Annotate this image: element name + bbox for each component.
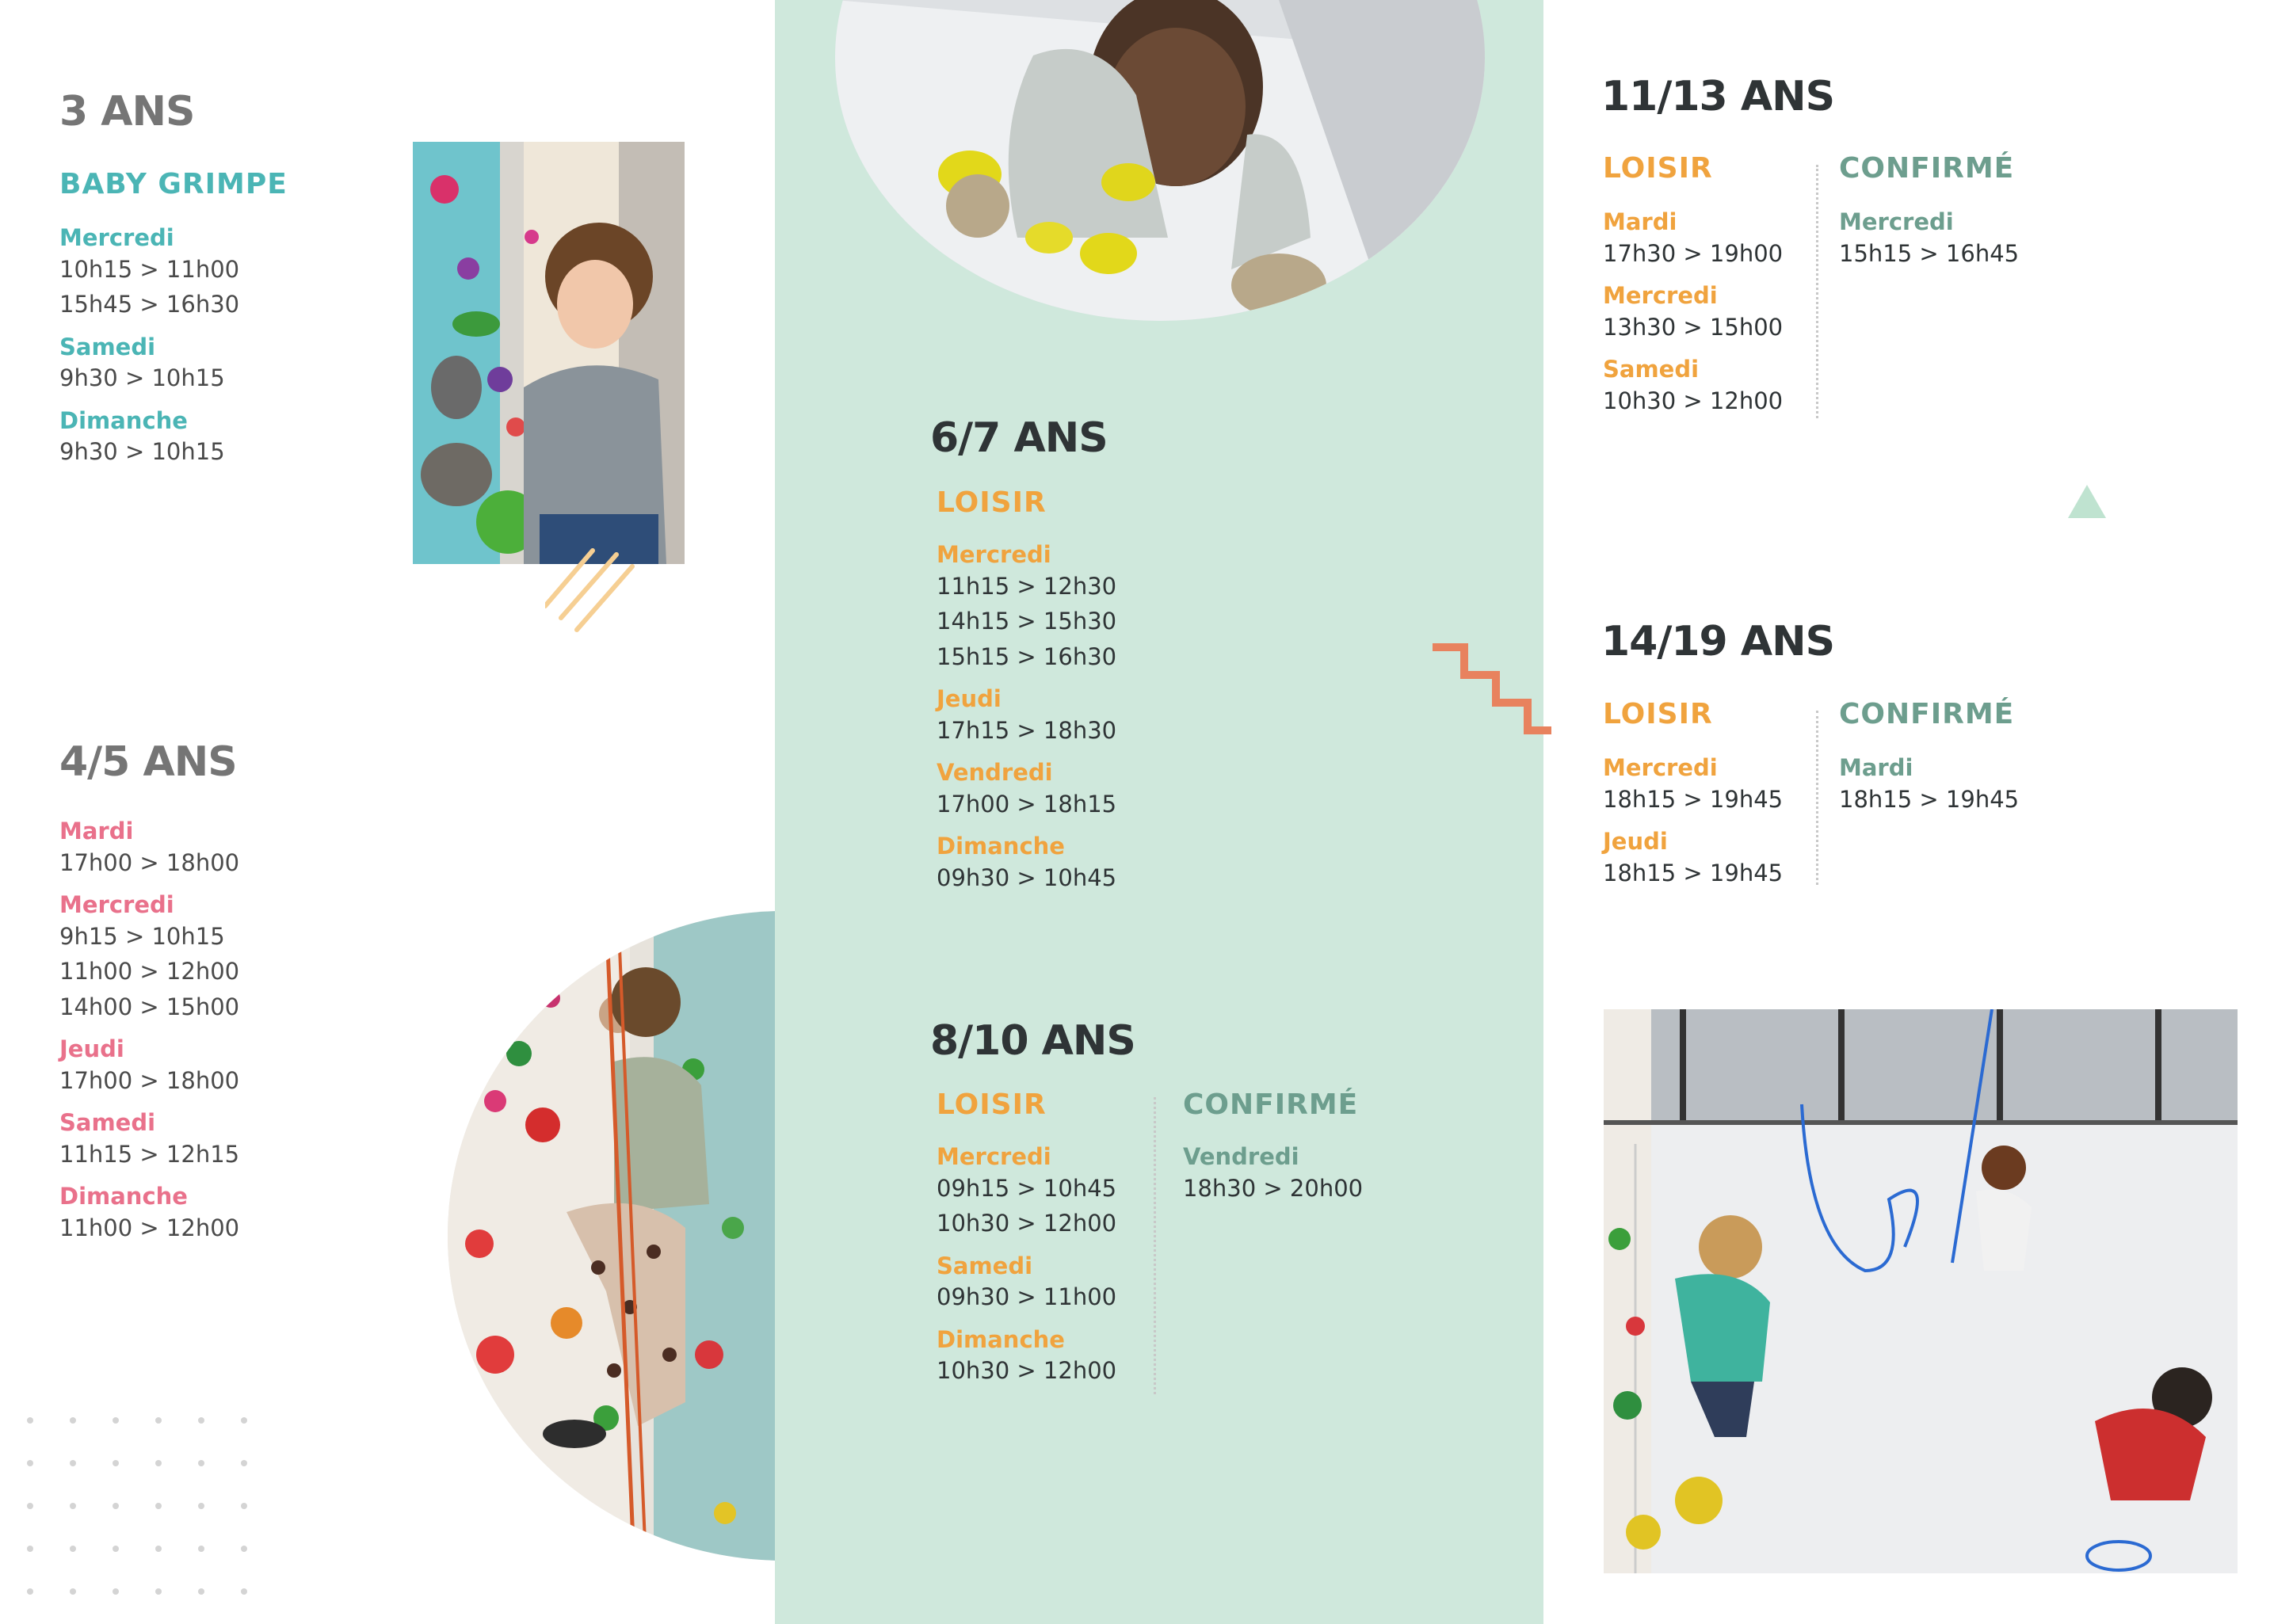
time-slot: 18h15 > 19h45 — [1603, 859, 1784, 886]
decorative-dots — [24, 1414, 261, 1604]
day-label: Vendredi — [937, 759, 1053, 787]
schedule-entry — [937, 541, 1116, 674]
confirme-label: CONFIRMÉ — [1839, 698, 2015, 730]
time-slot: 14h00 > 15h00 — [59, 993, 240, 1020]
time-slot: 11h15 > 12h15 — [59, 1140, 240, 1168]
baby-grimpe-label: BABY GRIMPE — [59, 168, 288, 200]
schedule-entry — [1839, 208, 2019, 271]
time-slot: 09h30 > 11h00 — [937, 1283, 1117, 1311]
time-slot: 11h00 > 12h00 — [59, 958, 240, 985]
day-label: Jeudi — [59, 1035, 124, 1063]
day-label: Dimanche — [59, 406, 188, 434]
time-slot: 15h15 > 16h45 — [1839, 239, 2020, 267]
age-14-19-title: 14/19 ANS — [1601, 618, 1835, 665]
day-label: Dimanche — [937, 1325, 1065, 1353]
age-11-13-title: 11/13 ANS — [1601, 73, 1835, 120]
boy-climbing-photo — [413, 142, 685, 564]
schedule-entry — [59, 1109, 239, 1172]
time-slot: 17h00 > 18h00 — [59, 848, 240, 876]
schedule-entry — [59, 407, 288, 470]
schedule-entry — [1839, 754, 2019, 817]
schedule-entry — [59, 1035, 239, 1098]
time-slot: 14h15 > 15h30 — [937, 608, 1117, 635]
schedule-entry — [59, 334, 288, 396]
day-label: Mardi — [59, 818, 134, 844]
schedule-entry — [59, 818, 239, 880]
column-divider — [1816, 165, 1818, 418]
day-label: Jeudi — [1603, 828, 1668, 856]
day-label: Mercredi — [1603, 282, 1718, 310]
age-4-5-section — [59, 738, 240, 1246]
day-label: Dimanche — [937, 833, 1065, 860]
age-4-5-title: 4/5 ANS — [59, 738, 237, 786]
schedule-entry — [937, 833, 1116, 895]
day-label: Samedi — [59, 1109, 156, 1137]
schedule-entry — [1603, 828, 1783, 890]
time-slot: 18h15 > 19h45 — [1839, 785, 2020, 813]
schedule-entry — [937, 759, 1116, 822]
time-slot: 09h15 > 10h45 — [937, 1174, 1117, 1202]
day-label: Mardi — [1603, 208, 1677, 235]
time-slot: 15h15 > 16h30 — [937, 642, 1117, 670]
decorative-stripes — [545, 523, 640, 634]
schedule-entry — [937, 1143, 1116, 1241]
age-11-13-section — [1601, 73, 1835, 120]
confirme-label: CONFIRMÉ — [1183, 1088, 1359, 1121]
time-slot: 17h15 > 18h30 — [937, 716, 1117, 744]
day-label: Samedi — [937, 1252, 1033, 1279]
time-slot: 18h15 > 19h45 — [1603, 785, 1784, 813]
day-label: Jeudi — [937, 684, 1002, 712]
time-slot: 9h30 > 10h15 — [59, 364, 225, 392]
age-6-7-section — [930, 414, 1117, 895]
time-slot: 10h30 > 12h00 — [1603, 387, 1784, 415]
schedule-entry — [937, 685, 1116, 748]
age-6-7-title: 6/7 ANS — [930, 414, 1108, 462]
day-label: Mercredi — [1603, 754, 1718, 781]
time-slot: 13h30 > 15h00 — [1603, 313, 1784, 341]
age-14-19-confirme-column — [1839, 700, 2019, 817]
time-slot: 17h00 > 18h15 — [937, 790, 1117, 818]
schedule-entry — [937, 1326, 1116, 1389]
time-slot: 09h30 > 10h45 — [937, 863, 1117, 891]
age-8-10-loisir-column — [937, 1088, 1117, 1389]
column-divider — [1816, 711, 1818, 885]
time-slot: 10h30 > 12h00 — [937, 1357, 1117, 1385]
day-label: Samedi — [59, 333, 156, 360]
time-slot: 11h15 > 12h30 — [937, 572, 1117, 600]
time-slot: 11h00 > 12h00 — [59, 1214, 240, 1242]
time-slot: 10h15 > 11h00 — [59, 255, 240, 283]
age-8-10-title: 8/10 ANS — [930, 1017, 1135, 1065]
time-slot: 17h30 > 19h00 — [1603, 239, 1784, 267]
schedule-entry — [1603, 754, 1783, 817]
age-11-13-confirme-column — [1839, 154, 2019, 271]
day-label: Vendredi — [1183, 1143, 1299, 1170]
day-label: Mercredi — [937, 1143, 1051, 1170]
schedule-entry — [937, 1252, 1116, 1315]
loisir-label: LOISIR — [1603, 698, 1713, 730]
time-slot: 9h30 > 10h15 — [59, 438, 225, 466]
time-slot: 10h30 > 12h00 — [937, 1210, 1117, 1237]
schedule-entry — [1603, 356, 1783, 418]
schedule-entry — [1183, 1143, 1363, 1206]
schedule-entry — [1603, 282, 1783, 345]
schedule-entry — [1603, 208, 1783, 271]
time-slot: 9h15 > 10h15 — [59, 922, 225, 950]
day-label: Mercredi — [1839, 208, 1954, 235]
age-8-10-section — [930, 1017, 1135, 1065]
loisir-label: LOISIR — [937, 1088, 1047, 1121]
schedule-entry — [59, 891, 239, 1024]
day-label: Dimanche — [59, 1183, 188, 1210]
teens-climbing-photo — [1604, 1009, 2238, 1573]
day-label: Mercredi — [59, 224, 174, 251]
girl-climbing-photo — [448, 911, 775, 1561]
day-label: Mardi — [1839, 754, 1913, 781]
age-11-13-loisir-column — [1603, 154, 1783, 418]
day-label: Samedi — [1603, 356, 1700, 383]
column-divider — [1154, 1097, 1156, 1394]
loisir-label: LOISIR — [937, 486, 1047, 519]
schedule-entry — [59, 224, 288, 322]
day-label: Mercredi — [59, 891, 174, 919]
loisir-label: LOISIR — [1603, 152, 1713, 185]
age-14-19-loisir-column — [1603, 700, 1783, 890]
time-slot: 15h45 > 16h30 — [59, 291, 240, 318]
time-slot: 17h00 > 18h00 — [59, 1066, 240, 1094]
age-8-10-confirme-column — [1183, 1088, 1364, 1206]
age-3-section — [59, 88, 288, 470]
confirme-label: CONFIRMÉ — [1839, 152, 2015, 185]
age-14-19-section — [1601, 618, 1835, 665]
decorative-triangle — [2068, 485, 2106, 518]
age-3-title: 3 ANS — [59, 88, 195, 135]
schedule-entry — [59, 1183, 239, 1245]
decorative-zigzag — [1431, 640, 1555, 738]
time-slot: 18h30 > 20h00 — [1183, 1174, 1364, 1202]
day-label: Mercredi — [937, 541, 1051, 568]
